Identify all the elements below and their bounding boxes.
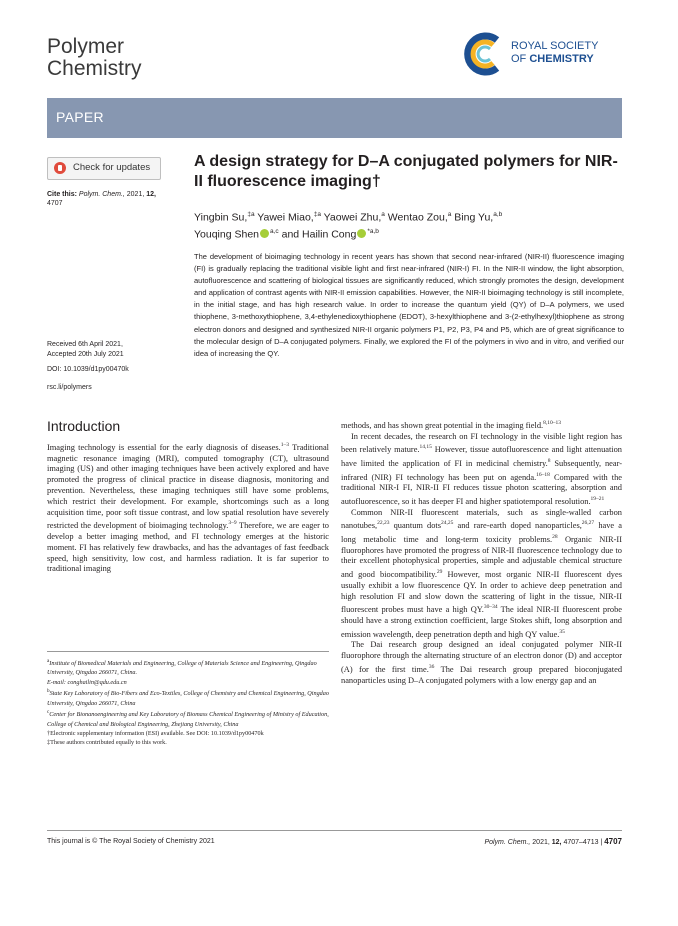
- rsc-logo: [463, 32, 628, 76]
- citation-ref[interactable]: 8,10–13: [543, 420, 561, 426]
- rsc-logo-prefix: OF: [511, 53, 530, 65]
- orcid-icon[interactable]: [357, 229, 366, 238]
- text-span: methods, and has shown great potential in the imaging field.: [341, 420, 544, 430]
- rsc-logo-bold: CHEMISTRY: [529, 53, 594, 65]
- citation-ref[interactable]: 36: [428, 663, 435, 670]
- footer-year: 2021,: [530, 839, 552, 846]
- text-span: and rare-earth doped nanoparticles,: [453, 521, 582, 531]
- citation-ref[interactable]: 28: [552, 533, 558, 540]
- paragraph: [341, 432, 622, 508]
- cite-volume: 12,: [146, 191, 156, 198]
- author-name: Yingbin Su,: [194, 211, 248, 224]
- doi-link[interactable]: DOI: 10.1039/d1py00470k: [47, 366, 129, 373]
- citation-ref[interactable]: 14,15: [419, 444, 432, 451]
- check-updates-button[interactable]: [47, 157, 161, 180]
- author-affil: ‡a: [313, 211, 321, 218]
- citation-ref[interactable]: 1–3: [280, 442, 289, 448]
- paragraph: [341, 418, 622, 432]
- text-span: Common NIR-II fluorescent materials, such as single-walled carbon nanotubes,: [341, 507, 622, 531]
- journal-name-line1: Polymer: [47, 35, 125, 58]
- text-span: have a long metabolic time and long-term toxicity problems.: [341, 521, 622, 544]
- author-name: Yawei Miao,: [254, 211, 314, 224]
- footer-volume: 12,: [551, 839, 562, 846]
- author-affil: ‡a: [247, 211, 255, 218]
- article-history: [47, 340, 187, 375]
- cite-journal: Polym. Chem.,: [78, 191, 125, 198]
- article-type-label: PAPER: [56, 109, 104, 125]
- orcid-icon[interactable]: [260, 229, 269, 238]
- author-name: and Hailin Cong: [278, 228, 357, 240]
- text-span: Therefore, we are eager to develop a better imaging method, and FI technology emerges at the historic moment. FI has relatively few drawbacks, and has the advantages of fast feedback speed, high sensitivity, low cost, and harmless radiation. It is far superior to traditional imaging: [47, 521, 329, 574]
- author-name: Bing Yu,: [451, 211, 494, 224]
- text-span: Traditional magnetic resonance imaging (MRI), computed tomography (CT), ultrasound imaging (US) and other imaging techniques have been actively explored and have promoted the progress of clinical practice in disease diagnosis, monitoring and prevention. Nevertheless, these imaging techniques still have some problems, which restrict their development. For example, shortcomings such as a long acquisition time, poor soft tissue contrast, and low spatial resolution have severely restricted the development of bioimaging technology.: [47, 442, 330, 531]
- author-affil: a: [447, 211, 452, 218]
- footnote-divider: [47, 651, 329, 652]
- paragraph: [341, 508, 622, 641]
- rsc-logo-icon: [463, 32, 507, 76]
- citation-ref[interactable]: 30–34: [483, 604, 498, 611]
- page-footer: [484, 837, 622, 846]
- footer-pages: 4707–4713 |: [561, 839, 605, 846]
- paragraph: [341, 640, 622, 686]
- author-line-2: [194, 225, 624, 242]
- crossmark-icon: [54, 162, 66, 174]
- rsc-logo-text: [511, 40, 598, 66]
- author-affil: a,c: [270, 227, 279, 235]
- text-span: Institute of Biomedical Materials and Engineering, College of Materials Science and Engineering, Qingdao University, Qingdao 266071, China.: [47, 660, 317, 677]
- cite-this: [47, 190, 187, 208]
- footer-journal: Polym. Chem.,: [484, 839, 531, 846]
- journal-site-link[interactable]: rsc.li/polymers: [47, 384, 92, 391]
- author-affil: a,b: [493, 211, 503, 218]
- footnote-email[interactable]: E-mail: conghailin@qdu.edu.cn: [47, 678, 127, 686]
- rsc-logo-line2: [511, 53, 598, 66]
- footnote-c: $^c$Center for Bionanoengineering and Key Laboratory of Biomass Chemical Engineering of Ministry of Education, College of Chemical and Biological Engineering, Zhejiang University, China: [47, 709, 329, 728]
- received-date: Received 6th April 2021,: [47, 341, 123, 348]
- copyright-footer: This journal is © The Royal Society of Chemistry 2021: [47, 838, 215, 845]
- text-span: quantum dots: [389, 521, 441, 531]
- text-span: In recent decades, the research on FI technology in the visible light region has been relatively mature.: [341, 431, 622, 455]
- author-name: Wentao Zou,: [384, 211, 448, 224]
- citation-ref[interactable]: 19–21: [590, 495, 605, 502]
- page-number: 4707: [604, 837, 622, 846]
- cite-year: 2021,: [126, 191, 145, 198]
- text-span: Imaging technology is essential for the early diagnosis of diseases.: [47, 442, 281, 452]
- citation-ref[interactable]: 26,27: [581, 520, 595, 527]
- article-title: A design strategy for D–A conjugated polymers for NIR-II fluorescence imaging†: [194, 153, 618, 190]
- citation-ref[interactable]: 24,25: [441, 520, 454, 527]
- text-span: The ideal NIR-II fluorescent probe should have a strong extinction coefficient, large Stokes shift, long absorption and emission wavelength, deep penetration depth and high QY value.: [341, 605, 622, 639]
- author-name: Youqing Shen: [194, 228, 260, 240]
- citation-ref[interactable]: 22,23: [377, 520, 390, 527]
- citation-ref[interactable]: 16–18: [536, 471, 550, 478]
- text-span: Subsequently, near-infrared (NIR) FI technology has been put on agenda.: [341, 458, 622, 482]
- journal-name-line2: Chemistry: [47, 57, 142, 80]
- cite-page: 4707: [47, 200, 63, 207]
- citation-ref[interactable]: 3–9: [228, 520, 237, 527]
- text-span: Organic NIR-II fluorophores have promoted the progress of NIR-II fluorescence technology due to their excellent photophysical properties, simple and adjustable chemical structure and good biocompatibility.: [341, 534, 622, 579]
- author-affil: *a,b: [367, 227, 379, 235]
- text-span: Compared with the traditional NIR-I FI, NIR-II FI reduces tissue photon scattering, absorption and autofluorescence, so it has deeper FI and higher spatiotemporal resolution.: [341, 472, 622, 506]
- author-line-1: [194, 208, 624, 225]
- citation-ref[interactable]: 8: [547, 457, 551, 464]
- footnote-equal: ‡These authors contributed equally to this work.: [47, 739, 167, 747]
- footnotes: [47, 657, 329, 748]
- author-name: Yaowei Zhu,: [320, 211, 382, 224]
- accepted-date: Accepted 20th July 2021: [47, 351, 124, 358]
- text-span: However, tissue autofluorescence and light attenuation have limited the application of FI in medicinal chemistry.: [341, 445, 622, 468]
- text-span: State Key Laboratory of Bio-Fibers and Eco-Textiles, College of Chemistry and Chemical Engineering, Qingdao University, Qingdao 266071, China: [47, 690, 329, 707]
- text-span: However, most organic NIR-II fluorescent dyes usually exhibit a low fluorescence QY. In order to achieve deep penetration and high resolution FI and slow down the scattering of light in the tissue, NIR-II fluorescent probes must have a high QY.: [341, 569, 622, 615]
- text-span: The Dai research group prepared bioconjugated nanoparticles using D–A conjugated polymers with a low energy gap and an: [341, 664, 623, 685]
- section-heading: Introduction: [47, 418, 121, 434]
- footer-divider: [47, 830, 622, 831]
- abstract: The development of bioimaging technology in recent years has shown that second near-infrared (NIR-II) fluorescence imaging (FI) is gradually replacing the traditional visible light and first near-infrared (NIR-I) FI. In the NIR-II window, the light absorption, autofluorescence and scattering of biological tissues are significantly reduced, which strongly promotes the design, development and application of contrast agents with NIR-II emission capabilities. However, the NIR-II bioimaging technology is still incomplete, in the initial stage, and has high research value. In order to increase the quantum yield (QY) of D–A polymers, we used thiophene, 3-methoxythiophene, 3,4-ethylenedioxythiophene (EDOT), 3-hexylthiophene and 3-(2-ethylhexyl)thiophene as strong electron donors and designed and synthesized NIR-II organic polymers P1, P2, P3, P4 and P5, which are of great significance to the molecular design of D–A conjugated polymers. Finally, we explored the FI of the polymers in vivo and in vitro, and verified our idea of increasing the QY.: [194, 252, 624, 358]
- body-column-left: [47, 440, 329, 575]
- footnote-esi: †Electronic supplementary information (ESI) available. See DOI: 10.1039/d1py00470k: [47, 730, 264, 738]
- cite-label: Cite this:: [47, 191, 77, 198]
- journal-name: [47, 36, 207, 80]
- citation-ref[interactable]: 29: [436, 569, 443, 576]
- text-span: The Dai research group designed an ideal conjugated polymer NIR-II fluorophore through the alternating structure of an electron donor (D) and acceptor (A) for the first time.: [341, 640, 622, 674]
- text-span: Center for Bionanoengineering and Key Laboratory of Biomass Chemical Engineering of Ministry of Education, College of Chemical and Biological Engineering, Zhejiang University, China: [47, 711, 329, 728]
- article-type-banner: [47, 98, 622, 138]
- citation-ref[interactable]: 35: [559, 628, 565, 635]
- rsc-logo-line1: ROYAL SOCIETY: [511, 40, 599, 52]
- body-column-right: [341, 418, 622, 686]
- paragraph: [47, 440, 329, 575]
- author-affil: a: [381, 211, 385, 218]
- author-list: [194, 208, 624, 241]
- check-updates-label: Check for updates: [73, 162, 151, 173]
- footnote-b: $^b$State Key Laboratory of Bio-Fibers and Eco-Textiles, College of Chemistry and Chemical Engineering, Qingdao University, Qingdao 266071, China: [47, 688, 329, 707]
- footnote-a: $^a$Institute of Biomedical Materials and Engineering, College of Materials Science and Engineering, Qingdao University, Qingdao 266071, China.: [47, 658, 317, 677]
